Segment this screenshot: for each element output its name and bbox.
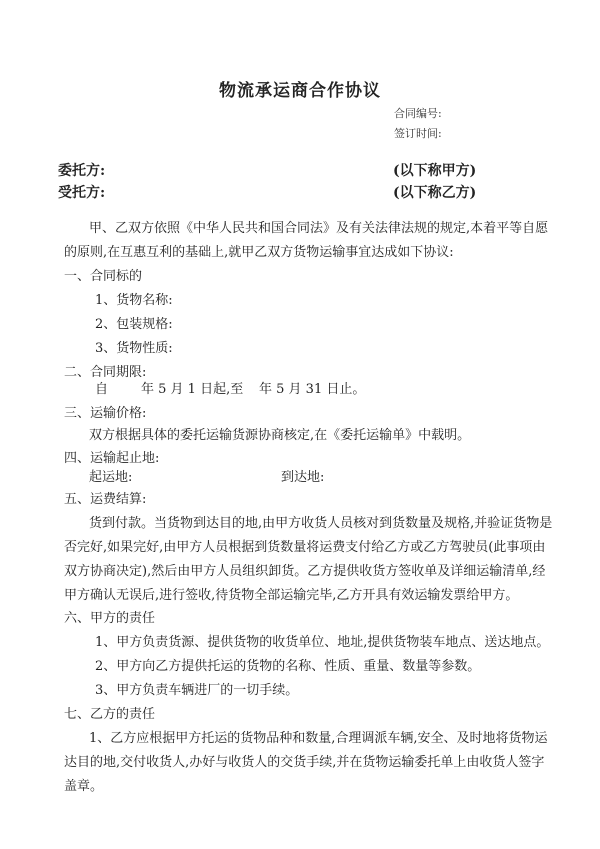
- section-4-title: 四、运输起止地:: [64, 451, 160, 466]
- origin-label: 起运地:: [89, 470, 133, 485]
- intro-line-2: 的原则,在互惠互利的基础上,就甲乙双方货物运输事宜达成如下协议:: [64, 245, 454, 260]
- term-start-date: 年 5 月 1 日起,至: [141, 382, 244, 397]
- section-5-line-2: 否完好,如果完好,由甲方人员根据到货数量将运费支付给乙方或乙方驾驶员(此事项由: [64, 540, 546, 555]
- section-5-line-1: 货到付款。当货物到达目的地,由甲方收货人员核对到货数量及规格,并验证货物是: [89, 516, 553, 531]
- term-from-word: 自: [95, 382, 109, 397]
- section-1-item-3: 3、货物性质:: [95, 341, 173, 356]
- section-3-title: 三、运输价格:: [64, 406, 147, 421]
- section-2-title: 二、合同期限:: [64, 365, 147, 380]
- section-6-title: 六、甲方的责任: [64, 611, 156, 626]
- section-1-title: 一、合同标的: [64, 269, 143, 284]
- consignor-alias: (以下称甲方): [393, 163, 477, 179]
- section-1-item-1: 1、货物名称:: [95, 293, 173, 308]
- destination-label: 到达地:: [281, 470, 325, 485]
- section-6-item-1: 1、甲方负责货源、提供货物的收货单位、地址,提供货物装车地点、送达地点。: [95, 635, 550, 650]
- section-7-line-1: 1、乙方应根据甲方托运的货物品种和数量,合理调派车辆,安全、及时地将货物运: [89, 731, 548, 746]
- section-5-line-3: 双方协商决定),然后由甲方人员组织卸货。乙方提供收货方签收单及详细运输清单,经: [64, 564, 546, 579]
- intro-line-1: 甲、乙双方依照《中华人民共和国合同法》及有关法律法规的规定,本着平等自愿: [89, 221, 549, 236]
- carrier-label: 受托方:: [58, 185, 106, 201]
- section-7-line-3: 盖章。: [64, 779, 104, 794]
- sign-time-label: 签订时间:: [394, 127, 442, 140]
- section-3-body: 双方根据具体的委托运输货源协商核定,在《委托运输单》中载明。: [89, 428, 471, 443]
- contract-number-label: 合同编号:: [394, 107, 442, 120]
- section-5-line-4: 甲方确认无误后,进行签收,待货物全部运输完毕,乙方开具有效运输发票给甲方。: [64, 588, 519, 603]
- carrier-alias: (以下称乙方): [393, 185, 477, 201]
- term-end-date: 年 5 月 31 日止。: [259, 382, 366, 397]
- section-7-line-2: 达目的地,交付收货人,办好与收货人的交货手续,并在货物运输委托单上由收货人签字: [64, 755, 545, 770]
- section-5-title: 五、运费结算:: [64, 492, 147, 507]
- document-title: 物流承运商合作协议: [219, 81, 381, 101]
- section-1-item-2: 2、包装规格:: [95, 317, 173, 332]
- consignor-label: 委托方:: [58, 163, 106, 179]
- section-6-item-3: 3、甲方负责车辆进厂的一切手续。: [95, 683, 299, 698]
- section-7-title: 七、乙方的责任: [64, 707, 156, 722]
- section-6-item-2: 2、甲方向乙方提供托运的货物的名称、性质、重量、数量等参数。: [95, 659, 481, 674]
